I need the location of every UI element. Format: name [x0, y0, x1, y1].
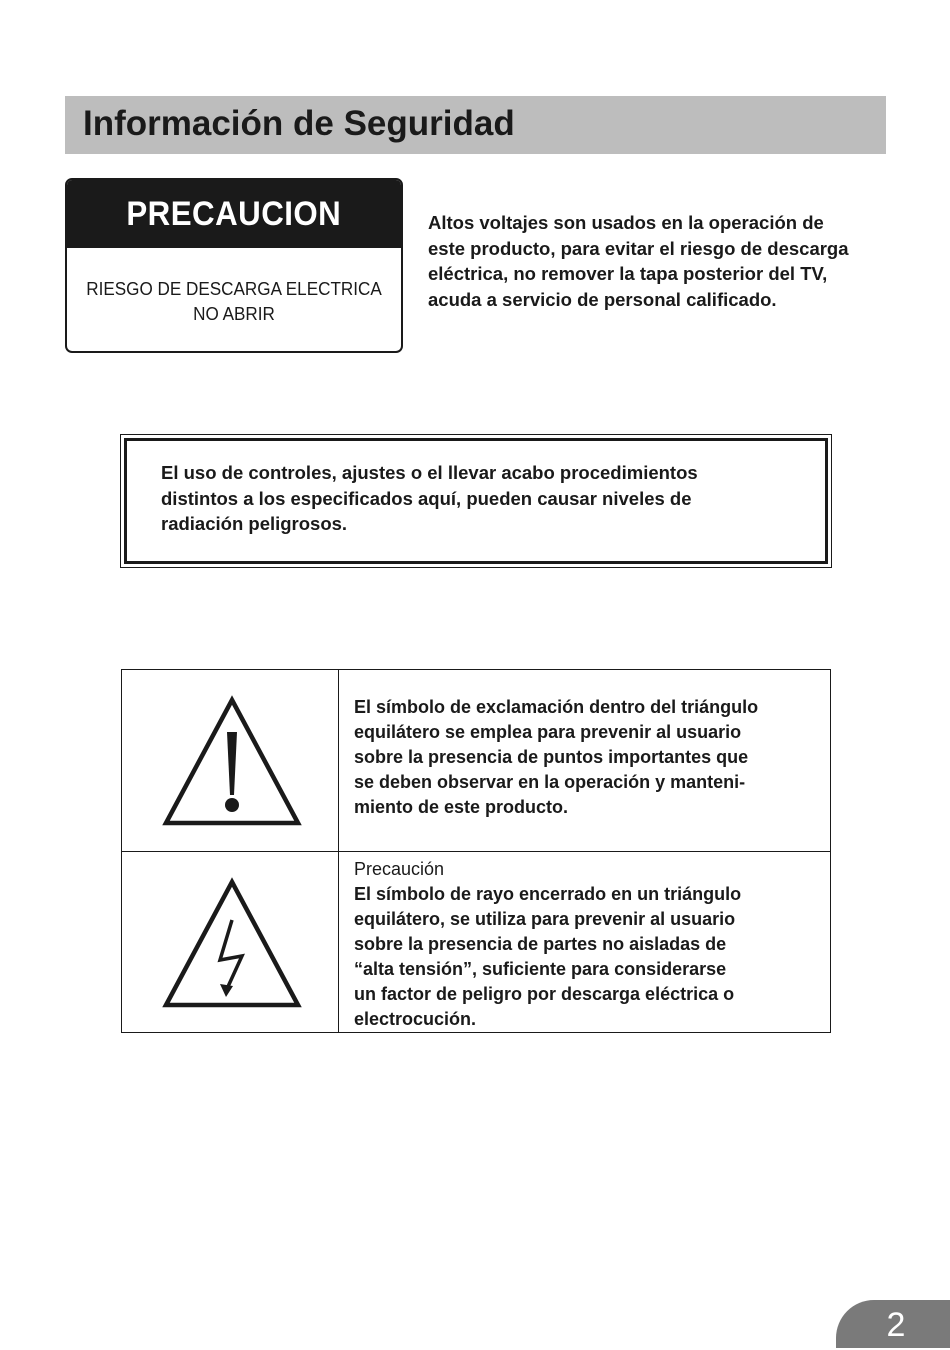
symbol-text-line: El símbolo de rayo encerrado en un triángulo	[354, 884, 742, 904]
symbol-text-line: equilátero, se utiliza para prevenir al usuario	[354, 909, 736, 929]
symbol-text-line: sobre la presencia de partes no aisladas de	[354, 934, 727, 954]
caution-line-2: NO ABRIR	[193, 304, 275, 324]
radiation-warning-text	[161, 460, 781, 537]
caution-heading: PRECAUCION	[126, 194, 342, 233]
caution-description	[428, 210, 908, 312]
symbols-table	[121, 669, 831, 1033]
symbol-text-line: un factor de peligro por descarga eléctrica o	[354, 984, 735, 1004]
caution-label-body	[67, 248, 401, 327]
symbol-text-line: “alta tensión”, suficiente para considerarse	[354, 959, 727, 979]
table-row	[122, 670, 831, 852]
symbol-text-line: equilátero se emplea para prevenir al usuario	[354, 722, 742, 742]
caution-label-box	[65, 178, 403, 353]
caution-line-1: RIESGO DE DESCARGA ELECTRICA	[86, 279, 382, 299]
page-number: 2	[886, 1306, 906, 1344]
symbol-description-cell	[339, 670, 831, 852]
symbol-icon-cell	[122, 670, 339, 852]
symbol-text-line: miento de este producto.	[354, 797, 569, 817]
symbol-text-line: se deben observar en la operación y manteni-	[354, 772, 746, 792]
radiation-text-line: El uso de controles, ajustes o el llevar acabo procedimientos	[161, 462, 698, 483]
caution-label-header	[67, 180, 401, 248]
symbol-icon-cell	[122, 852, 339, 1033]
section-title-bar	[65, 96, 886, 154]
lightning-triangle-icon	[160, 874, 304, 1012]
page-number-tab	[836, 1300, 950, 1348]
caution-text-line: acuda a servicio de personal calificado.	[428, 288, 777, 310]
table-row	[122, 852, 831, 1033]
symbol-caption: Precaución	[354, 859, 445, 879]
caution-text-line: Altos voltajes son usados en la operación de	[428, 212, 824, 233]
symbol-text-line: electrocución.	[354, 1009, 477, 1029]
radiation-text-line: distintos a los especificados aquí, pueden causar niveles de	[161, 487, 692, 509]
radiation-warning-box	[120, 434, 832, 568]
symbol-text-line: El símbolo de exclamación dentro del triángulo	[354, 697, 759, 717]
radiation-text-line: radiación peligrosos.	[161, 513, 348, 534]
page-title: Información de Seguridad	[83, 104, 515, 143]
symbol-text-line: sobre la presencia de puntos importantes que	[354, 747, 749, 767]
symbol-description-cell	[339, 852, 831, 1033]
exclamation-triangle-icon	[160, 692, 304, 830]
caution-text-line: este producto, para evitar el riesgo de descarga	[428, 237, 849, 259]
caution-text-line: eléctrica, no remover la tapa posterior del TV,	[428, 263, 828, 284]
